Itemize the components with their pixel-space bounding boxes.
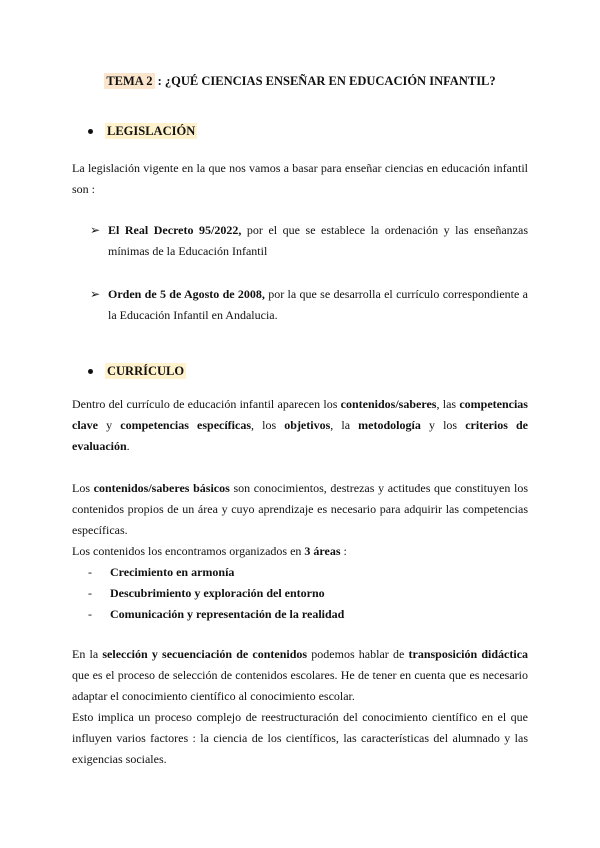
list-item: [88, 562, 528, 583]
legislacion-item-2: [90, 284, 528, 326]
list-item: [88, 604, 528, 625]
title-label: TEMA 2: [106, 74, 153, 88]
curriculo-paragraph-2: [72, 478, 528, 541]
text-run: y: [98, 418, 121, 432]
curriculo-paragraph-1: [72, 394, 528, 457]
item-bold: El Real Decreto 95/2022,: [108, 223, 242, 237]
bold-run: contenidos/saberes básicos: [93, 481, 230, 495]
title-rest: : ¿QUÉ CIENCIAS ENSEÑAR EN EDUCACIÓN INFANTIL?: [154, 74, 496, 88]
bold-run: criterios de evaluación: [72, 418, 528, 453]
text-run: que es el proceso de selección de contenidos escolares. He de tener en cuenta que es necesario adaptar el conocimiento científico al conocimiento escolar.: [72, 668, 528, 703]
arrow-bullet-icon: ➢: [90, 287, 101, 301]
area-label: Descubrimiento y exploración del entorno: [110, 586, 325, 600]
dash-bullet: -: [88, 565, 92, 579]
item-text: por la que se desarrolla el currículo correspondiente a la Educación Infantil en Andalucia.: [108, 287, 528, 322]
bold-run: selección y secuenciación de contenidos: [102, 647, 308, 661]
area-label: Crecimiento en armonía: [110, 565, 235, 579]
bold-run: competencias específicas: [120, 418, 252, 432]
text-run: , las: [436, 397, 460, 411]
bold-run: metodología: [358, 418, 421, 432]
page-title: [0, 74, 600, 89]
legislacion-item-1: [90, 220, 528, 262]
text-run: En la: [72, 647, 103, 661]
text-run: , los: [251, 418, 285, 432]
text-run: Dentro del currículo de educación infantil aparecen los: [72, 397, 341, 411]
item-text: por el que se establece la ordenación y las enseñanzas mínimas de la Educación Infantil: [108, 223, 529, 258]
legislacion-intro: La legislación vigente en la que nos vamos a basar para enseñar ciencias en educación infantil son :: [72, 161, 528, 196]
list-item: [88, 583, 528, 604]
curriculo-paragraph-3: [72, 541, 528, 562]
text-run: .: [126, 439, 130, 453]
arrow-bullet-icon: ➢: [90, 223, 101, 237]
section-heading-curriculo: [88, 364, 186, 379]
bold-run: contenidos/saberes: [340, 397, 437, 411]
bullet-icon: [88, 129, 93, 134]
curriculo-paragraph-5: Esto implica un proceso complejo de reestructuración del conocimiento científico en el que influyen varios factores : la ciencia de los científicos, las características del alumnado y las exigencias sociales.: [72, 710, 528, 766]
text-run: y los: [420, 418, 466, 432]
curriculo-paragraph-4: [72, 644, 528, 707]
text-run: podemos hablar de: [307, 647, 409, 661]
text-run: son conocimientos, destrezas y actitudes que constituyen los contenidos propios de un área y cuyo aprendizaje es necesario para adquirir las competencias específicas.: [72, 481, 529, 537]
heading-text: CURRÍCULO: [107, 364, 185, 378]
dash-bullet: -: [88, 607, 92, 621]
text-run: Los contenidos los encontramos organizados en: [72, 544, 305, 558]
item-bold: Orden de 5 de Agosto de 2008,: [108, 287, 265, 301]
bullet-icon: [88, 369, 93, 374]
bold-run: competencias clave: [72, 397, 528, 432]
text-run: Los: [72, 481, 94, 495]
text-run: :: [340, 544, 347, 558]
dash-bullet: -: [88, 586, 92, 600]
text-run: , la: [330, 418, 359, 432]
heading-text: LEGISLACIÓN: [107, 124, 196, 138]
areas-list: [88, 562, 528, 625]
bold-run: 3 áreas: [304, 544, 341, 558]
section-heading-legislacion: [88, 124, 197, 139]
area-label: Comunicación y representación de la realidad: [110, 607, 345, 621]
bold-run: objetivos: [284, 418, 331, 432]
bold-run: transposición didáctica: [408, 647, 529, 661]
